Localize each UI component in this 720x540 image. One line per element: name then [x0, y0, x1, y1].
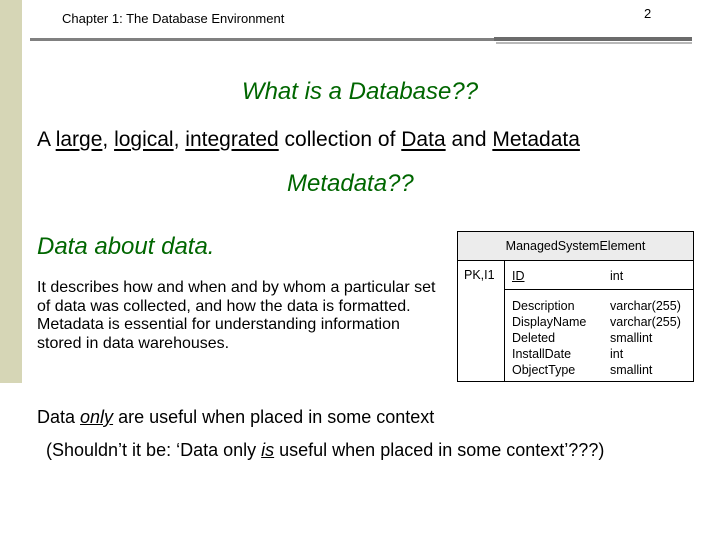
schema-column-divider	[504, 260, 505, 381]
key-attribute-name: ID	[512, 269, 525, 283]
chapter-header: Chapter 1: The Database Environment	[62, 11, 285, 26]
slide-title: What is a Database??	[241, 78, 479, 105]
database-definition: A large, logical, integrated collection of Data and Metadata	[37, 128, 580, 151]
entity-name: ManagedSystemElement	[458, 232, 693, 261]
context-statement: Data only are useful when placed in some context	[37, 407, 435, 427]
schema-key-separator	[504, 289, 693, 290]
attribute-types	[610, 298, 681, 378]
attribute-type: smallint	[610, 363, 653, 377]
term-integrated: integrated	[185, 128, 279, 151]
attribute-name: DisplayName	[512, 315, 587, 329]
attribute-name: Deleted	[512, 331, 556, 345]
attribute-names	[512, 298, 586, 378]
attribute-name: ObjectType	[512, 363, 576, 377]
header-rule-accent	[494, 37, 692, 41]
context-note: (Shouldn’t it be: ‘Data only is useful when placed in some context’???)	[46, 440, 605, 460]
emphasis-is: is	[261, 440, 275, 460]
key-label: PK,I1	[464, 268, 495, 282]
attribute-type: varchar(255)	[610, 299, 681, 313]
data-about-heading: Data about data.	[37, 233, 215, 260]
attribute-name: Description	[512, 299, 575, 313]
term-large: large	[55, 128, 103, 151]
attribute-type: varchar(255)	[610, 315, 681, 329]
page-number: 2	[644, 6, 652, 21]
entity-schema-box	[457, 231, 694, 382]
term-metadata: Metadata	[492, 128, 580, 151]
left-accent-bar	[0, 0, 22, 383]
emphasis-only: only	[80, 407, 114, 427]
attribute-name: InstallDate	[512, 347, 572, 361]
attribute-type: smallint	[610, 331, 653, 345]
term-data: Data	[401, 128, 446, 151]
metadata-question: Metadata??	[287, 170, 414, 197]
key-attribute-type: int	[610, 269, 624, 283]
attribute-type: int	[610, 347, 624, 361]
header-rule-shadow	[496, 42, 692, 44]
term-logical: logical	[114, 128, 174, 151]
metadata-description: It describes how and when and by whom a particular set of data was collected, and how the data is formatted. Metadata is essential for understanding information stored in data warehouses.	[37, 279, 436, 352]
